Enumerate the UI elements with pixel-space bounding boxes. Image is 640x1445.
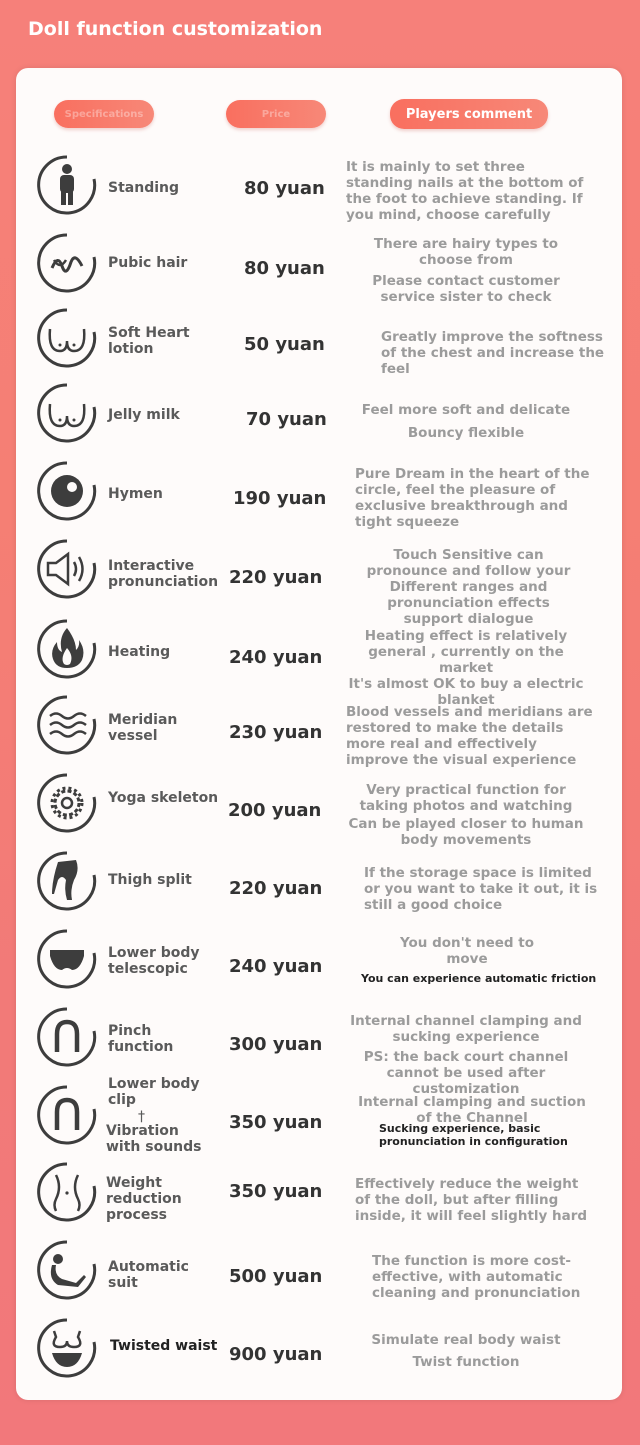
- comment-line: Greatly improve the softness of the chest and increase the feel: [381, 329, 605, 377]
- comment-line: Effectively reduce the weight of the doll, but after filling inside, it will feel slightly hard: [355, 1176, 588, 1224]
- row-name: Hymen: [108, 486, 163, 502]
- row-comment: [356, 1332, 576, 1370]
- row-name: Weight reduction process: [106, 1175, 182, 1223]
- header-price: Price: [226, 100, 326, 128]
- row-name: Interactive pronunciation: [108, 558, 219, 590]
- bikini-icon: [36, 1317, 98, 1379]
- row-name: Pubic hair: [108, 255, 188, 271]
- row-comment: [381, 329, 606, 377]
- row-price: 70 yuan: [246, 409, 327, 430]
- comment-line: There are hairy types to choose from: [373, 236, 559, 268]
- row-comment: [346, 704, 596, 768]
- row-price: 230 yuan: [229, 722, 323, 743]
- row-price: 190 yuan: [233, 488, 327, 509]
- comment-line: PS: the back court channel cannot be used after customization: [363, 1049, 569, 1097]
- standing-person-icon: [36, 154, 98, 216]
- arch-icon: [36, 1084, 98, 1146]
- wavy-hair-icon: [36, 232, 98, 294]
- row-name-secondary: Vibration with sounds: [106, 1123, 202, 1155]
- row-price: 350 yuan: [229, 1181, 323, 1202]
- page-title: Doll function customization: [28, 18, 323, 40]
- comment-line: Blood vessels and meridians are restored to make the details more real and effectively improve the visual experience: [346, 704, 593, 768]
- row-comment: [386, 935, 548, 967]
- comment-line: Please contact customer service sister to check: [372, 273, 560, 305]
- speaker-icon: [36, 538, 98, 600]
- row-name: Meridian vessel: [108, 712, 178, 744]
- row-comment: [346, 159, 586, 223]
- row-name: Pinch function: [108, 1023, 174, 1055]
- row-price: 220 yuan: [229, 567, 323, 588]
- circle-dot-icon: [36, 460, 98, 522]
- row-comment: [356, 547, 581, 627]
- comment-line: It's almost OK to buy a electric blanket: [348, 676, 584, 708]
- row-name: Lower body clip: [108, 1076, 200, 1108]
- underwear-icon: [36, 928, 98, 990]
- row-price: 50 yuan: [244, 334, 325, 355]
- comment-line: Feel more soft and delicate: [361, 402, 571, 418]
- header-specifications: Specifications: [54, 100, 154, 128]
- row-comment: [346, 782, 586, 848]
- comment-line: It is mainly to set three standing nails at the bottom of the foot to achieve standing. If you mind, choose carefully: [346, 159, 584, 223]
- row-price: 200 yuan: [228, 800, 322, 821]
- row-note: Sucking experience, basic pronunciation in configuration: [379, 1122, 568, 1148]
- comment-line: Internal clamping and suction of the Channel: [358, 1094, 586, 1126]
- row-note: You can experience automatic friction: [361, 972, 597, 985]
- comment-line: If the storage space is limited or you want to take it out, it is still a good choice: [364, 865, 598, 913]
- row-price: 900 yuan: [229, 1344, 323, 1365]
- row-comment: [355, 1176, 595, 1224]
- row-name: Twisted waist: [110, 1338, 218, 1354]
- row-name: Heating: [108, 644, 171, 660]
- leg-icon: [36, 850, 98, 912]
- comment-line: Pure Dream in the heart of the circle, feel the pleasure of exclusive breakthrough and tight squeeze: [355, 466, 590, 530]
- waves-icon: [36, 694, 98, 756]
- row-comment: [346, 628, 586, 708]
- row-price: 350 yuan: [229, 1112, 323, 1133]
- chest-icon: [36, 307, 98, 369]
- gear-icon: [36, 772, 98, 834]
- row-name: Lower body telescopic: [108, 945, 200, 977]
- row-name: Jelly milk: [108, 407, 180, 423]
- waist-icon: [36, 1161, 98, 1223]
- comment-line: The function is more cost-effective, with automatic cleaning and pronunciation: [372, 1253, 581, 1301]
- comment-line: Very practical function for taking photos and watching: [359, 782, 573, 814]
- dagger-mark: †: [138, 1109, 145, 1125]
- customization-card: [16, 68, 622, 1400]
- comment-line: Heating effect is relatively general , currently on the market: [364, 628, 568, 676]
- comment-line: Simulate real body waist: [371, 1332, 561, 1348]
- row-name: Soft Heart lotion: [108, 325, 190, 357]
- row-price: 240 yuan: [229, 647, 323, 668]
- row-comment: [355, 466, 600, 530]
- row-comment: [346, 1013, 586, 1097]
- row-price: 300 yuan: [229, 1034, 323, 1055]
- comment-line: Different ranges and pronunciation effects support dialogue: [387, 579, 550, 627]
- row-price: 80 yuan: [244, 258, 325, 279]
- comment-line: Can be played closer to human body movements: [348, 816, 584, 848]
- row-price: 500 yuan: [229, 1266, 323, 1287]
- row-name: Thigh split: [108, 872, 192, 888]
- row-name: Automatic suit: [108, 1259, 189, 1291]
- row-name: Yoga skeleton: [108, 790, 219, 806]
- header-players-comment: Players comment: [390, 99, 548, 129]
- comment-line: Touch Sensitive can pronounce and follow your: [366, 547, 571, 579]
- flame-icon: [36, 618, 98, 680]
- comment-line: Internal channel clamping and sucking experience: [350, 1013, 582, 1045]
- comment-line: Twist function: [412, 1354, 520, 1370]
- row-comment: [356, 402, 576, 441]
- row-comment: [372, 1253, 592, 1301]
- reclining-figure-icon: [36, 1239, 98, 1301]
- comment-line: Bouncy flexible: [407, 425, 525, 441]
- chest-icon: [36, 382, 98, 444]
- row-comment: [346, 236, 586, 305]
- row-name: Standing: [108, 180, 179, 196]
- row-comment: [364, 865, 604, 913]
- row-price: 80 yuan: [244, 178, 325, 199]
- comment-line: You don't need to move: [400, 935, 534, 967]
- arch-icon: [36, 1006, 98, 1068]
- row-price: 220 yuan: [229, 878, 323, 899]
- row-price: 240 yuan: [229, 956, 323, 977]
